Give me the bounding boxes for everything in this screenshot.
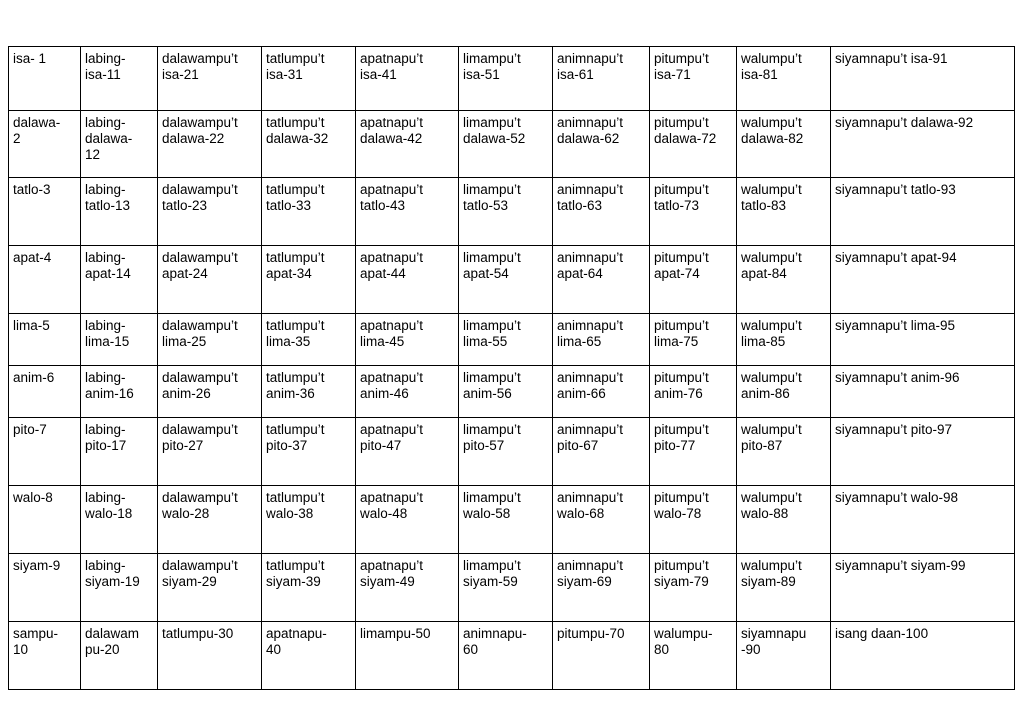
table-cell bbox=[650, 178, 737, 246]
table-row bbox=[9, 486, 1015, 554]
cell-text: apatnapu’t siyam-49 bbox=[360, 558, 424, 589]
cell-text: dalawampu’t siyam-29 bbox=[162, 558, 238, 589]
cell-text: siyamnapu’t tatlo-93 bbox=[835, 182, 956, 197]
cell-text: labing- dalawa- 12 bbox=[85, 115, 133, 162]
cell-text: walumpu’t pito-87 bbox=[741, 422, 802, 453]
table-cell bbox=[262, 246, 356, 314]
table-cell bbox=[356, 178, 459, 246]
cell-text: labing- siyam-19 bbox=[85, 558, 140, 589]
table-cell bbox=[262, 418, 356, 486]
table-cell bbox=[81, 418, 158, 486]
cell-text: dalawampu’t anim-26 bbox=[162, 370, 238, 401]
cell-text: walo-8 bbox=[13, 490, 53, 505]
table-cell bbox=[9, 366, 81, 418]
cell-text: animnapu’t dalawa-62 bbox=[557, 115, 624, 146]
cell-text: labing- lima-15 bbox=[85, 318, 130, 349]
cell-text: dalawam pu-20 bbox=[85, 626, 140, 657]
table-cell bbox=[459, 622, 553, 690]
cell-text: siyamnapu’t walo-98 bbox=[835, 490, 959, 505]
cell-text: tatlumpu’t lima-35 bbox=[266, 318, 325, 349]
cell-text: pitumpu’t siyam-79 bbox=[654, 558, 709, 589]
table-cell bbox=[459, 554, 553, 622]
table-cell bbox=[831, 366, 1015, 418]
cell-text: siyamnapu’t pito-97 bbox=[835, 422, 953, 437]
table-cell bbox=[356, 111, 459, 178]
cell-text: limampu’t apat-54 bbox=[463, 250, 521, 281]
cell-text: dalawampu’t isa-21 bbox=[162, 51, 238, 82]
cell-text: walumpu’t dalawa-82 bbox=[741, 115, 804, 146]
table-row bbox=[9, 111, 1015, 178]
table-cell bbox=[81, 178, 158, 246]
table-cell bbox=[9, 314, 81, 366]
table-cell bbox=[650, 47, 737, 111]
cell-text: animnapu’t pito-67 bbox=[557, 422, 624, 453]
table-cell bbox=[81, 622, 158, 690]
table-row bbox=[9, 314, 1015, 366]
table-cell bbox=[737, 246, 831, 314]
cell-text: pitumpu’t isa-71 bbox=[654, 51, 709, 82]
table-cell bbox=[356, 246, 459, 314]
cell-text: siyamnapu’t anim-96 bbox=[835, 370, 960, 385]
table-cell bbox=[553, 486, 650, 554]
table-cell bbox=[81, 111, 158, 178]
table-cell bbox=[459, 486, 553, 554]
table-cell bbox=[459, 111, 553, 178]
cell-text: animnapu’t anim-66 bbox=[557, 370, 624, 401]
cell-text: dalawampu’t tatlo-23 bbox=[162, 182, 238, 213]
table-cell bbox=[650, 486, 737, 554]
cell-text: apatnapu’t dalawa-42 bbox=[360, 115, 424, 146]
table-cell bbox=[81, 486, 158, 554]
table-cell bbox=[81, 47, 158, 111]
table-cell bbox=[737, 178, 831, 246]
table-cell bbox=[650, 111, 737, 178]
table-cell bbox=[262, 47, 356, 111]
table-cell bbox=[459, 246, 553, 314]
table-cell bbox=[553, 554, 650, 622]
table-cell bbox=[158, 47, 262, 111]
cell-text: apatnapu’t anim-46 bbox=[360, 370, 424, 401]
cell-text: walumpu’t lima-85 bbox=[741, 318, 802, 349]
table-row bbox=[9, 246, 1015, 314]
table-cell bbox=[9, 111, 81, 178]
table-cell bbox=[737, 486, 831, 554]
cell-text: animnapu’t lima-65 bbox=[557, 318, 624, 349]
cell-text: isa- 1 bbox=[13, 51, 47, 66]
cell-text: animnapu’t isa-61 bbox=[557, 51, 624, 82]
cell-text: siyamnapu’t dalawa-92 bbox=[835, 115, 974, 130]
cell-text: anim-6 bbox=[13, 370, 55, 385]
table-cell bbox=[650, 622, 737, 690]
cell-text: pitumpu’t anim-76 bbox=[654, 370, 709, 401]
table-cell bbox=[553, 366, 650, 418]
table-cell bbox=[356, 366, 459, 418]
table-cell bbox=[553, 314, 650, 366]
table-cell bbox=[158, 554, 262, 622]
table-cell bbox=[81, 314, 158, 366]
table-cell bbox=[831, 47, 1015, 111]
cell-text: limampu’t walo-58 bbox=[463, 490, 521, 521]
cell-text: pitumpu’t dalawa-72 bbox=[654, 115, 717, 146]
table-cell bbox=[553, 47, 650, 111]
table-cell bbox=[158, 246, 262, 314]
table-cell bbox=[737, 554, 831, 622]
cell-text: walumpu- 80 bbox=[654, 626, 713, 657]
table-cell bbox=[262, 622, 356, 690]
cell-text: pitumpu-70 bbox=[557, 626, 625, 641]
table-cell bbox=[650, 366, 737, 418]
table-cell bbox=[831, 554, 1015, 622]
cell-text: apatnapu’t walo-48 bbox=[360, 490, 424, 521]
table-cell bbox=[831, 314, 1015, 366]
cell-text: apat-4 bbox=[13, 250, 52, 265]
cell-text: lima-5 bbox=[13, 318, 50, 333]
table-cell bbox=[831, 111, 1015, 178]
cell-text: siyamnapu -90 bbox=[741, 626, 807, 657]
table-cell bbox=[9, 47, 81, 111]
cell-text: siyamnapu’t lima-95 bbox=[835, 318, 956, 333]
cell-text: dalawampu’t dalawa-22 bbox=[162, 115, 238, 146]
table-cell bbox=[158, 111, 262, 178]
table-cell bbox=[553, 111, 650, 178]
table-row bbox=[9, 178, 1015, 246]
table-cell bbox=[262, 111, 356, 178]
table-cell bbox=[831, 178, 1015, 246]
cell-text: animnapu’t walo-68 bbox=[557, 490, 624, 521]
tagalog-numbers-table bbox=[8, 46, 1015, 690]
cell-text: siyamnapu’t isa-91 bbox=[835, 51, 948, 66]
table-cell bbox=[9, 178, 81, 246]
table-cell bbox=[831, 246, 1015, 314]
table-cell bbox=[158, 178, 262, 246]
table-cell bbox=[81, 366, 158, 418]
cell-text: siyamnapu’t apat-94 bbox=[835, 250, 957, 265]
table-cell bbox=[650, 246, 737, 314]
table-cell bbox=[81, 554, 158, 622]
cell-text: isang daan-100 bbox=[835, 626, 929, 641]
cell-text: labing- anim-16 bbox=[85, 370, 134, 401]
table-cell bbox=[356, 418, 459, 486]
cell-text: dalawa- 2 bbox=[13, 115, 61, 146]
table-cell bbox=[262, 554, 356, 622]
cell-text: walumpu’t walo-88 bbox=[741, 490, 802, 521]
cell-text: tatlumpu’t anim-36 bbox=[266, 370, 325, 401]
cell-text: dalawampu’t pito-27 bbox=[162, 422, 238, 453]
cell-text: apatnapu’t tatlo-43 bbox=[360, 182, 424, 213]
table-cell bbox=[459, 366, 553, 418]
cell-text: tatlumpu’t isa-31 bbox=[266, 51, 325, 82]
cell-text: labing- tatlo-13 bbox=[85, 182, 131, 213]
cell-text: apatnapu’t isa-41 bbox=[360, 51, 424, 82]
table-cell bbox=[9, 418, 81, 486]
cell-text: walumpu’t apat-84 bbox=[741, 250, 802, 281]
table-cell bbox=[9, 554, 81, 622]
table-cell bbox=[831, 486, 1015, 554]
cell-text: limampu’t lima-55 bbox=[463, 318, 521, 349]
cell-text: dalawampu’t apat-24 bbox=[162, 250, 238, 281]
cell-text: tatlumpu’t tatlo-33 bbox=[266, 182, 325, 213]
cell-text: walumpu’t isa-81 bbox=[741, 51, 802, 82]
table-cell bbox=[553, 246, 650, 314]
cell-text: animnapu’t apat-64 bbox=[557, 250, 624, 281]
cell-text: labing- isa-11 bbox=[85, 51, 126, 82]
table-cell bbox=[158, 314, 262, 366]
document-page bbox=[8, 46, 1015, 690]
cell-text: apatnapu’t lima-45 bbox=[360, 318, 424, 349]
table-row bbox=[9, 366, 1015, 418]
table-cell bbox=[158, 418, 262, 486]
cell-text: apatnapu- 40 bbox=[266, 626, 327, 657]
cell-text: labing- pito-17 bbox=[85, 422, 127, 453]
table-cell bbox=[831, 418, 1015, 486]
cell-text: siyamnapu’t siyam-99 bbox=[835, 558, 966, 573]
table-cell bbox=[459, 47, 553, 111]
cell-text: dalawampu’t walo-28 bbox=[162, 490, 238, 521]
cell-text: tatlumpu-30 bbox=[162, 626, 234, 641]
table-cell bbox=[9, 486, 81, 554]
table-cell bbox=[356, 554, 459, 622]
table-row bbox=[9, 622, 1015, 690]
cell-text: animnapu- 60 bbox=[463, 626, 527, 657]
table-cell bbox=[737, 47, 831, 111]
table-cell bbox=[831, 622, 1015, 690]
table-body bbox=[9, 47, 1015, 690]
cell-text: pitumpu’t lima-75 bbox=[654, 318, 709, 349]
cell-text: pito-7 bbox=[13, 422, 47, 437]
cell-text: walumpu’t tatlo-83 bbox=[741, 182, 802, 213]
cell-text: dalawampu’t lima-25 bbox=[162, 318, 238, 349]
cell-text: limampu’t pito-57 bbox=[463, 422, 521, 453]
table-cell bbox=[356, 486, 459, 554]
cell-text: sampu- 10 bbox=[13, 626, 59, 657]
cell-text: limampu’t anim-56 bbox=[463, 370, 521, 401]
cell-text: tatlumpu’t siyam-39 bbox=[266, 558, 325, 589]
table-cell bbox=[459, 418, 553, 486]
table-row bbox=[9, 418, 1015, 486]
table-cell bbox=[356, 622, 459, 690]
table-cell bbox=[9, 246, 81, 314]
table-cell bbox=[553, 418, 650, 486]
cell-text: limampu-50 bbox=[360, 626, 431, 641]
table-cell bbox=[553, 622, 650, 690]
cell-text: siyam-9 bbox=[13, 558, 61, 573]
table-cell bbox=[356, 314, 459, 366]
cell-text: pitumpu’t walo-78 bbox=[654, 490, 709, 521]
table-cell bbox=[737, 418, 831, 486]
cell-text: tatlumpu’t dalawa-32 bbox=[266, 115, 329, 146]
cell-text: pitumpu’t tatlo-73 bbox=[654, 182, 709, 213]
table-cell bbox=[737, 622, 831, 690]
table-cell bbox=[262, 314, 356, 366]
cell-text: labing- walo-18 bbox=[85, 490, 133, 521]
table-cell bbox=[158, 622, 262, 690]
cell-text: animnapu’t siyam-69 bbox=[557, 558, 624, 589]
table-cell bbox=[9, 622, 81, 690]
cell-text: labing- apat-14 bbox=[85, 250, 131, 281]
cell-text: apatnapu’t apat-44 bbox=[360, 250, 424, 281]
table-cell bbox=[81, 246, 158, 314]
table-cell bbox=[158, 366, 262, 418]
table-cell bbox=[553, 178, 650, 246]
cell-text: pitumpu’t pito-77 bbox=[654, 422, 709, 453]
cell-text: tatlumpu’t apat-34 bbox=[266, 250, 325, 281]
cell-text: limampu’t tatlo-53 bbox=[463, 182, 521, 213]
table-cell bbox=[459, 178, 553, 246]
table-cell bbox=[459, 314, 553, 366]
cell-text: limampu’t isa-51 bbox=[463, 51, 521, 82]
cell-text: tatlumpu’t pito-37 bbox=[266, 422, 325, 453]
cell-text: walumpu’t siyam-89 bbox=[741, 558, 802, 589]
cell-text: limampu’t siyam-59 bbox=[463, 558, 521, 589]
table-row bbox=[9, 554, 1015, 622]
cell-text: tatlo-3 bbox=[13, 182, 51, 197]
table-cell bbox=[262, 486, 356, 554]
table-cell bbox=[737, 111, 831, 178]
table-cell bbox=[737, 366, 831, 418]
cell-text: walumpu’t anim-86 bbox=[741, 370, 802, 401]
table-row bbox=[9, 47, 1015, 111]
cell-text: apatnapu’t pito-47 bbox=[360, 422, 424, 453]
table-cell bbox=[158, 486, 262, 554]
table-cell bbox=[650, 418, 737, 486]
table-cell bbox=[356, 47, 459, 111]
table-cell bbox=[737, 314, 831, 366]
table-cell bbox=[262, 366, 356, 418]
cell-text: limampu’t dalawa-52 bbox=[463, 115, 526, 146]
table-cell bbox=[262, 178, 356, 246]
table-cell bbox=[650, 554, 737, 622]
cell-text: pitumpu’t apat-74 bbox=[654, 250, 709, 281]
cell-text: tatlumpu’t walo-38 bbox=[266, 490, 325, 521]
table-cell bbox=[650, 314, 737, 366]
cell-text: animnapu’t tatlo-63 bbox=[557, 182, 624, 213]
